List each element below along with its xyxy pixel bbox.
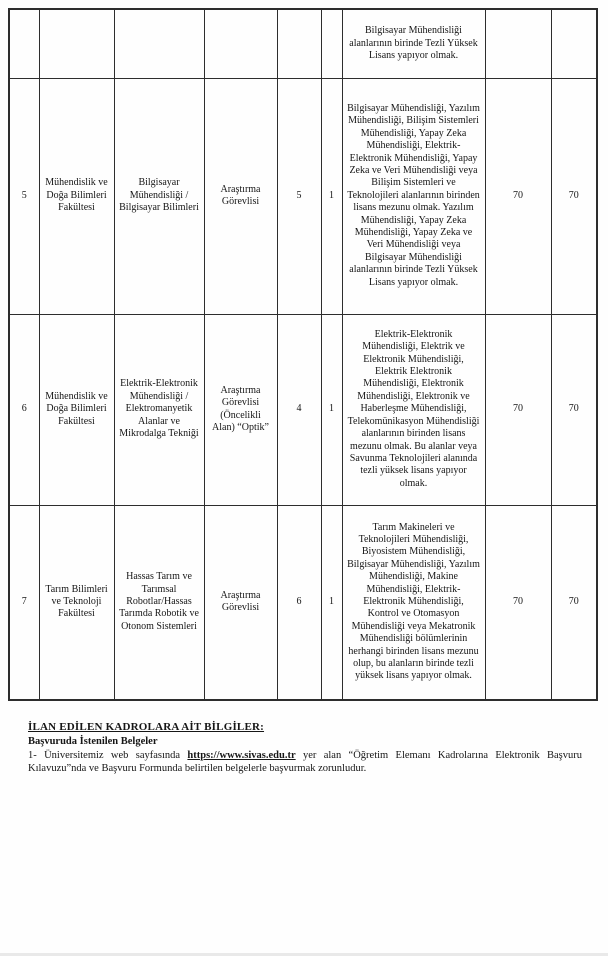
cell-empty bbox=[114, 9, 204, 78]
instruction-text-suffix: yer alan “Öğretim Elemanı Kadrolarına Elektronik Başvuru Kılavuzu”nda ve Başvuru Formunda belirtilen belgelerle başvurmak zorunludur. bbox=[28, 750, 583, 775]
instruction-paragraph bbox=[28, 749, 582, 775]
instruction-text-prefix: 1- Üniversitemiz web sayfasında bbox=[28, 750, 188, 761]
table-row-partial bbox=[9, 9, 597, 78]
cell-degree: 5 bbox=[277, 78, 321, 314]
cell-degree: 4 bbox=[277, 314, 321, 505]
cell-empty bbox=[551, 9, 597, 78]
cell-position: Araştırma Görevlisi (Öncelikli Alan) “Optik” bbox=[204, 314, 277, 505]
cell-position: Araştırma Görevlisi bbox=[204, 78, 277, 314]
cell-requirements: Elektrik-Elektronik Mühendisliği, Elektrik ve Elektronik Mühendisliği, Elektrik Elektronik Mühendisliği, Elektronik Mühendisliği, Elektronik ve Haberleşme Mühendisliği, Telekomünikasyon Mühendisliği alanlarının birinden lisans mezunu olmak. Bu alanlar veya Savunma Teknolojileri alanında tezli yüksek lisans yapıyor olmak. bbox=[342, 314, 485, 505]
cell-count: 1 bbox=[321, 314, 342, 505]
cell-empty bbox=[485, 9, 551, 78]
section-heading: İLAN EDİLEN KADROLARA AİT BİLGİLER: bbox=[28, 721, 265, 733]
cell-row-no: 6 bbox=[9, 314, 39, 505]
cell-requirements: Bilgisayar Mühendisliği alanlarının birinde Tezli Yüksek Lisans yapıyor olmak. bbox=[342, 9, 485, 78]
cell-score-1: 70 bbox=[485, 78, 551, 314]
cell-score-2: 70 bbox=[551, 314, 597, 505]
cell-requirements: Bilgisayar Mühendisliği, Yazılım Mühendisliği, Bilişim Sistemleri Mühendisliği, Yapay Zeka Mühendisliği, Elektrik-Elektronik Mühendisliği, Yapay Zeka ve Veri Mühendisliği veya Bilişim Sistemleri ve Teknolojileri alanlarının birinden lisans mezunu olmak. Yazılım Mühendisliği, Yapay Zeka Mühendisliği, Yapay Zeka ve Veri Mühendisliği veya Bilgisayar Mühendisliği alanlarının birinde Tezli Yüksek Lisans yapıyor olmak. bbox=[342, 78, 485, 314]
cell-requirements: Tarım Makineleri ve Teknolojileri Mühendisliği, Biyosistem Mühendisliği, Bilgisayar Mühendisliği, Yazılım Mühendisliği, Makine Mühendisliği, Elektrik-Elektronik Mühendisliği, Kontrol ve Otomasyon Mühendisliği veya Mekatronik Mühendisliği bölümlerinin herhangi birinden lisans mezunu olup, bu alanların birinde tezli yüksek lisans yapıyor olmak. bbox=[342, 505, 485, 700]
cell-count: 1 bbox=[321, 78, 342, 314]
table-row bbox=[9, 78, 597, 314]
table-row bbox=[9, 505, 597, 700]
cell-position: Araştırma Görevlisi bbox=[204, 505, 277, 700]
subsection-heading: Başvuruda İstenilen Belgeler bbox=[28, 736, 158, 747]
cell-degree: 6 bbox=[277, 505, 321, 700]
cell-faculty: Tarım Bilimleri ve Teknoloji Fakültesi bbox=[39, 505, 114, 700]
cell-row-no: 7 bbox=[9, 505, 39, 700]
cell-score-1: 70 bbox=[485, 505, 551, 700]
cell-empty bbox=[204, 9, 277, 78]
cell-score-1: 70 bbox=[485, 314, 551, 505]
cell-score-2: 70 bbox=[551, 505, 597, 700]
table-row bbox=[9, 314, 597, 505]
sivas-edu-link[interactable]: https://www.sivas.edu.tr bbox=[187, 750, 296, 761]
footer-section bbox=[28, 721, 582, 775]
cell-score-2: 70 bbox=[551, 78, 597, 314]
cell-empty bbox=[321, 9, 342, 78]
cell-empty bbox=[9, 9, 39, 78]
cell-empty bbox=[277, 9, 321, 78]
cell-department: Bilgisayar Mühendisliği / Bilgisayar Bilimleri bbox=[114, 78, 204, 314]
cell-empty bbox=[39, 9, 114, 78]
cell-department: Hassas Tarım ve Tarımsal Robotlar/Hassas Tarımda Robotik ve Otonom Sistemleri bbox=[114, 505, 204, 700]
cell-department: Elektrik-Elektronik Mühendisliği / Elektromanyetik Alanlar ve Mikrodalga Tekniği bbox=[114, 314, 204, 505]
cell-row-no: 5 bbox=[9, 78, 39, 314]
cell-count: 1 bbox=[321, 505, 342, 700]
cell-faculty: Mühendislik ve Doğa Bilimleri Fakültesi bbox=[39, 78, 114, 314]
job-postings-table bbox=[8, 8, 598, 701]
cell-faculty: Mühendislik ve Doğa Bilimleri Fakültesi bbox=[39, 314, 114, 505]
